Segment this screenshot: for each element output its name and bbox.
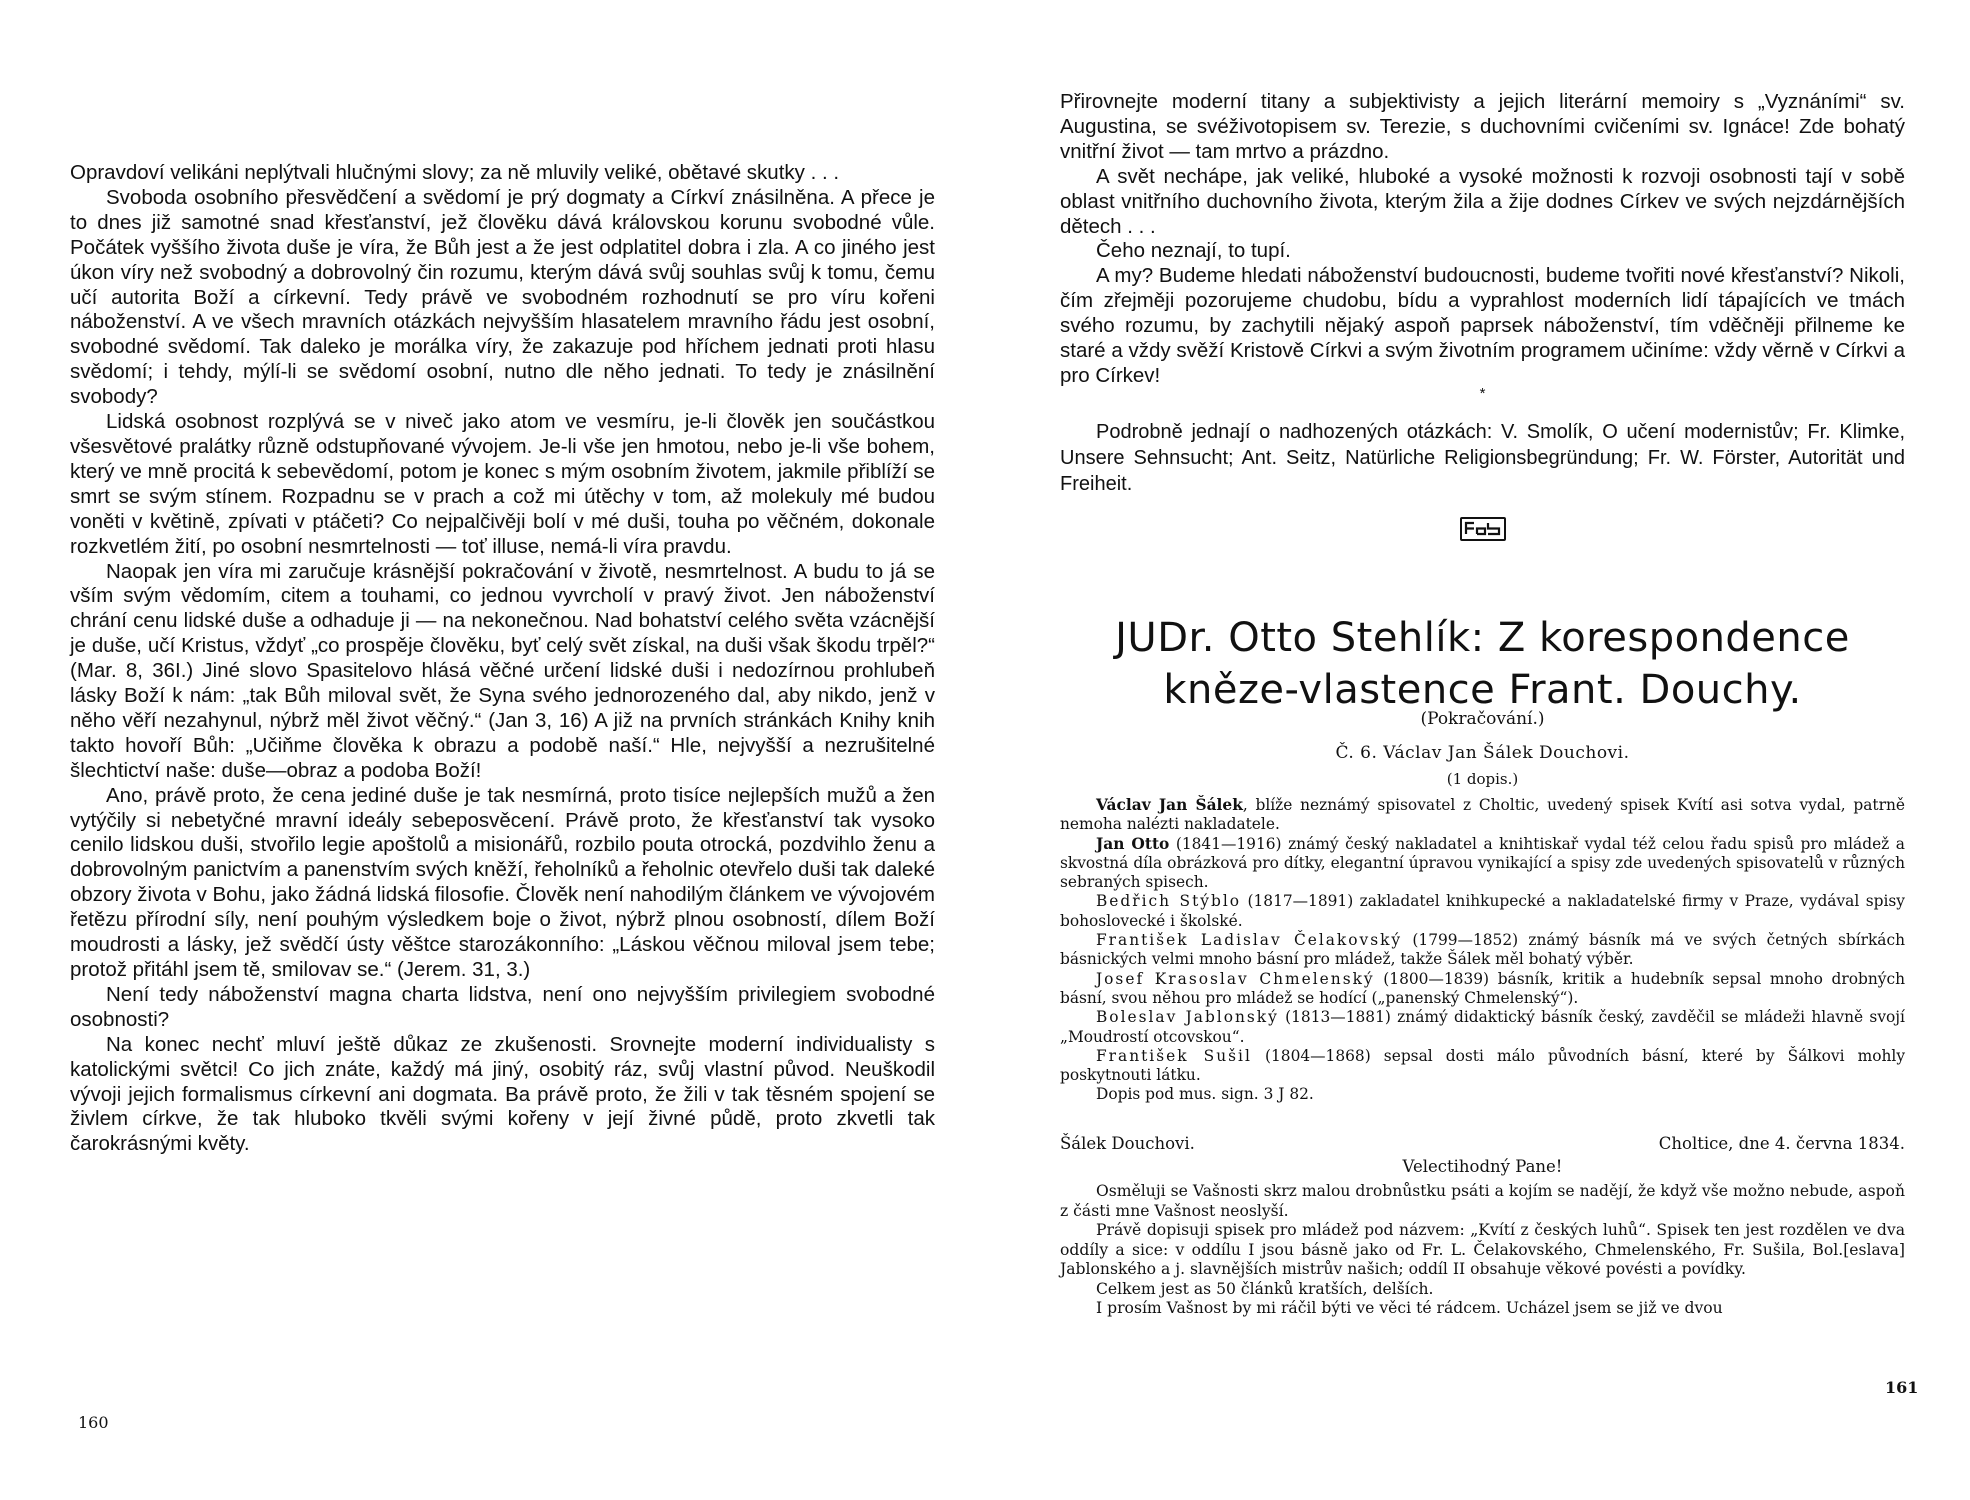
letter-header (1060, 1134, 1905, 1153)
source-note: Dopis pod mus. sign. 3 J 82. (1096, 1085, 1314, 1104)
note-name: Bedřich Stýblo (1096, 892, 1242, 911)
note-text: (1817—1891) zakladatel knihkupecké a nakladatelské firmy v Praze, vydával spisy bohoslovecké i školské. (1060, 892, 1906, 930)
note (1060, 892, 1905, 931)
article-title (1060, 612, 1905, 716)
note-name: Václav Jan Šálek (1096, 796, 1243, 814)
note (1060, 931, 1905, 970)
note-text: (1804—1868) sepsal dosti málo původních básní, které by Šálkovi mohly poskytnouti látku. (1060, 1046, 1906, 1085)
note-name: František Ladislav Čelakovský (1096, 931, 1403, 950)
paragraph: Lidská osobnost rozplývá se v niveč jako atom ve vesmíru, je-li člověk jen součástkou všesvětové pralátky různě odstupňované vývojem. Je-li vše jen hmotou, nebo je-li vše bohem, který ve mně procitá k sebevědomí, potom je konec s mým osobním životem, jakmile přiblíží se smrt se svým stínem. Rozpadnu se v prach a což mi útěchy v tom, až molekuly mé budou voněti v květině, zpívati v ptáčeti? Co nejpalčivěji bolí v mé duši, touha po věčném, dokonale rozkvetlém žití, po osobní nesmrtelnosti — toť illuse, nemá-li víra pravdu. (70, 410, 935, 558)
note (1060, 1047, 1905, 1086)
section-heading: Č. 6. Václav Jan Šálek Douchovi. (1335, 743, 1630, 763)
note (1060, 1008, 1905, 1047)
note-text: (1813—1881) známý didaktický básník český, zavděčil se mládeži hlavně svojí „Moudrostí otcovskou“. (1060, 1008, 1905, 1046)
paragraph: Ano, právě proto, že cena jediné duše je tak nesmírná, proto tisíce nejlepších mužů a žen vytýčily si nebetyčné mravní ideály sebeposvěcení. Právě proto, že křesťanství tak vysoko cenilo lidskou duši, stvořilo legie apoštolů a misionářů, rozbilo pouta otrocká, pozdvihlo ženu a dobrovolným panictvím a panenstvím svých kněží, řeholníků a řeholnic otevřelo duši tak daleké obzory života v Bohu, jako žádná lidská filosofie. Člověk není nahodilým článkem ve vývojovém řetězu přírodní síly, není pouhým výsledkem boje o život, nýbrž plnou osobností, dílem Boží moudrosti a lásky, jež svědčí ústy věštce starozákonního: „Láskou věčnou miloval jsem tebe; protož přitáhl jsem tě, smilovav se.“ (Jerem. 31, 3.) (70, 783, 935, 981)
page-number: 161 (1885, 1378, 1919, 1397)
paragraph: Čeho neznají, to tupí. (1096, 239, 1291, 263)
paragraph: A my? Budeme hledati náboženství budoucnosti, budeme tvořiti nové křesťanství? Nikoli, čím zřejměji pozorujeme chudobu, bídu a vyprahlost moderních lidí tápajících ve tmách svého rozumu, by zachytili nějaký aspoň paprsek náboženství, tím vděčněji přilneme ke staré a vždy svěží Kristově Církvi a svým životním programem učiníme: vždy věrně v Církvi a pro Církev! (1060, 264, 1905, 387)
left-page (70, 0, 935, 1500)
paragraph: Přirovnejte moderní titany a subjektivisty a jejich literární memoiry s „Vyznáními“ sv. Augustina, se svéživotopisem sv. Terezie, s duchovními cvičeními sv. Ignáce! Zde bohatý vnitřní život — tam mrtvo a prázdno. (1060, 90, 1905, 163)
continued-label: (Pokračování.) (1420, 709, 1545, 729)
right-text-column (1060, 90, 1905, 497)
note-text: (1841—1916) známý český nakladatel a knihtiskař vydal též celou řadu spisů pro mládež a skvostná díla obrázková pro dítky, elegantní úpravou vynikající a spisy zde uvedených spisovatelů v různých sebraných spisech. (1060, 834, 1905, 892)
paragraph: Svoboda osobního přesvědčení a svědomí je prý dogmaty a Církví znásilněna. A přece je to dnes již samotné snad křesťanství, jež člověku dává královskou korunu svobodné vůle. Počátek vyššího života duše je víra, že Bůh jest a že jest odplatitel dobra i zla. A co jiného jest úkon víry než svobodný a dobrovolný čin rozumu, kterým dává svůj souhlas svůj k tomu, čemu učí autorita Boží a církevní. Tedy právě ve svobodném rozhodnutí se pro víru kořeni náboženství. A ve všech mravních otázkách nejvyšším hlasatelem mravního řádu jest osobní, svobodné svědomí. Tak daleko je morálka víry, že zakazuje pod hříchem jednati proti hlasu svědomí; i tehdy, mýlí-li se svědomí osobní, nutno dle něho jednati. To tedy je znásilnění svobody? (70, 185, 935, 409)
note-text: (1799—1852) známý básník má ve svých četných sbírkách básnických velmi mnoho básní pro mládež, takže Šálek měl bohatý výběr. (1060, 931, 1906, 969)
page-number: 160 (78, 1413, 109, 1432)
note-name: František Sušil (1096, 1046, 1252, 1065)
note (1060, 970, 1905, 1009)
right-page (1060, 0, 1919, 1500)
paragraph: Na konec nechť mluví ještě důkaz ze zkušenosti. Srovnejte moderní individualisty s katolickými světci! Co jich znáte, každý má jiný, osobitý ráz, svůj vlastní původ. Neuškodil vývoji jejich formalismus církevní ani dogmata. Ba právě proto, že žili v tak těsném spojení se živlem církve, že tak hluboko tkvěli svými kořeny v její živné půdě, proto zkvetli tak čarokrásnými květy. (70, 1032, 935, 1156)
note-text: (1800—1839) básník, kritik a hudebník sepsal mnoho drobných básní, svou něhou pro mládež se hodící („panenský Chmelenský“). (1060, 969, 1905, 1007)
paragraph: A svět nechápe, jak veliké, hluboké a vysoké možnosti k rozvoji osobnosti tají v sobě oblast vnitřního duchovního života, kterým žila a žije dodnes Církev ve svých nejzdárnějších dětech . . . (1060, 164, 1905, 238)
section-star: * (1479, 384, 1486, 402)
letter-paragraph: Osměluji se Vašnosti skrz malou drobnůstku psáti a kojím se nadějí, že když vše možno nebude, aspoň z části mne Vašnost neoslyší. (1060, 1182, 1905, 1220)
addressee: Šálek Douchovi. (1060, 1134, 1195, 1153)
salutation: Velectihodný Pane! (1402, 1157, 1563, 1176)
paragraph: Není tedy náboženství magna charta lidstva, není ono nejvyšším privilegiem svobodné osobnosti? (70, 982, 935, 1031)
note-text: , blíže neznámý spisovatel z Choltic, uvedený spisek Kvítí asi sotva vydal, patrně nemoha nalézti nakladatele. (1060, 796, 1905, 834)
ornament-icon (1460, 517, 1506, 541)
letter-paragraph: Celkem jest as 50 článků kratších, delších. (1096, 1279, 1434, 1298)
note (1060, 835, 1905, 893)
note-name: Josef Krasoslav Chmelenský (1096, 969, 1375, 988)
paragraph: Opravdoví velikáni neplýtvali hlučnými slovy; za ně mluvily veliké, obětavé skutky . . . (70, 161, 840, 184)
letter-paragraph: Právě dopisuji spisek pro mládež pod názvem: „Kvítí z českých luhů“. Spisek ten jest rozdělen ve dva oddíly a sice: v oddílu I jsou básně jako od Fr. L. Čelakovského, Chmelenského, Fr. Sušila, Bol.[eslava] Jablonského a j. slavnějších mistrův našich; oddíl II obsahuje věkové povésti a povídky. (1060, 1221, 1905, 1278)
title-line: kněze-vlastence Frant. Douchy. (1163, 667, 1802, 713)
footnotes (1060, 796, 1905, 1105)
note (1060, 796, 1905, 835)
title-line: JUDr. Otto Stehlík: Z korespondence (1115, 615, 1850, 661)
note-name: Jan Otto (1096, 834, 1170, 853)
note-name: Boleslav Jablonský (1096, 1008, 1279, 1027)
left-text-column (70, 161, 935, 1157)
letter-body (1060, 1182, 1905, 1319)
place-date: Choltice, dne 4. června 1834. (1658, 1134, 1905, 1153)
references-note: Podrobně jednají o nadhozených otázkách: V. Smolík, O učení modernistův; Fr. Klimke, Unsere Sehnsucht; Ant. Seitz, Natürliche Religionsbegründung; Fr. W. Förster, Autorität und Freiheit. (1060, 420, 1905, 495)
paragraph: Naopak jen víra mi zaručuje krásnější pokračování v životě, nesmrtelnost. A budu to já se vším svým vědomím, citem a touhami, co jednou vyvrcholí v pravý život. Jen náboženství chrání cenu lidské duše a odhaduje ji — na nekonečnou. Nad bohatství celého světa vzácnější je duše, učí Kristus, vždyť „co prospěje člověku, byť celý svět získal, na duši však škodu trpěl?“ (Mar. 8, 36I.) Jiné slovo Spasitelovo hlásá věčné určení lidské duši i nedozírnou prohlubeň lásky Boží k nám: „tak Bůh miloval svět, že Syna svého jednorozeného dal, aby nikdo, jenž v něho věří nezahynul, nýbrž měl život věčný.“ (Jan 3, 16) A již na prvních stránkách Knihy knih takto hovoří Bůh: „Učiňme člověka k obrazu a podobě naší.“ Hle, nejvyšší a nezrušitelné šlechtictví naše: duše—obraz a podoba Boží! (70, 559, 935, 782)
letter-paragraph: I prosím Vašnost by mi ráčil býti ve věci té rádcem. Ucházel jsem se již ve dvou (1096, 1299, 1723, 1317)
letter-count: (1 dopis.) (1446, 770, 1519, 788)
